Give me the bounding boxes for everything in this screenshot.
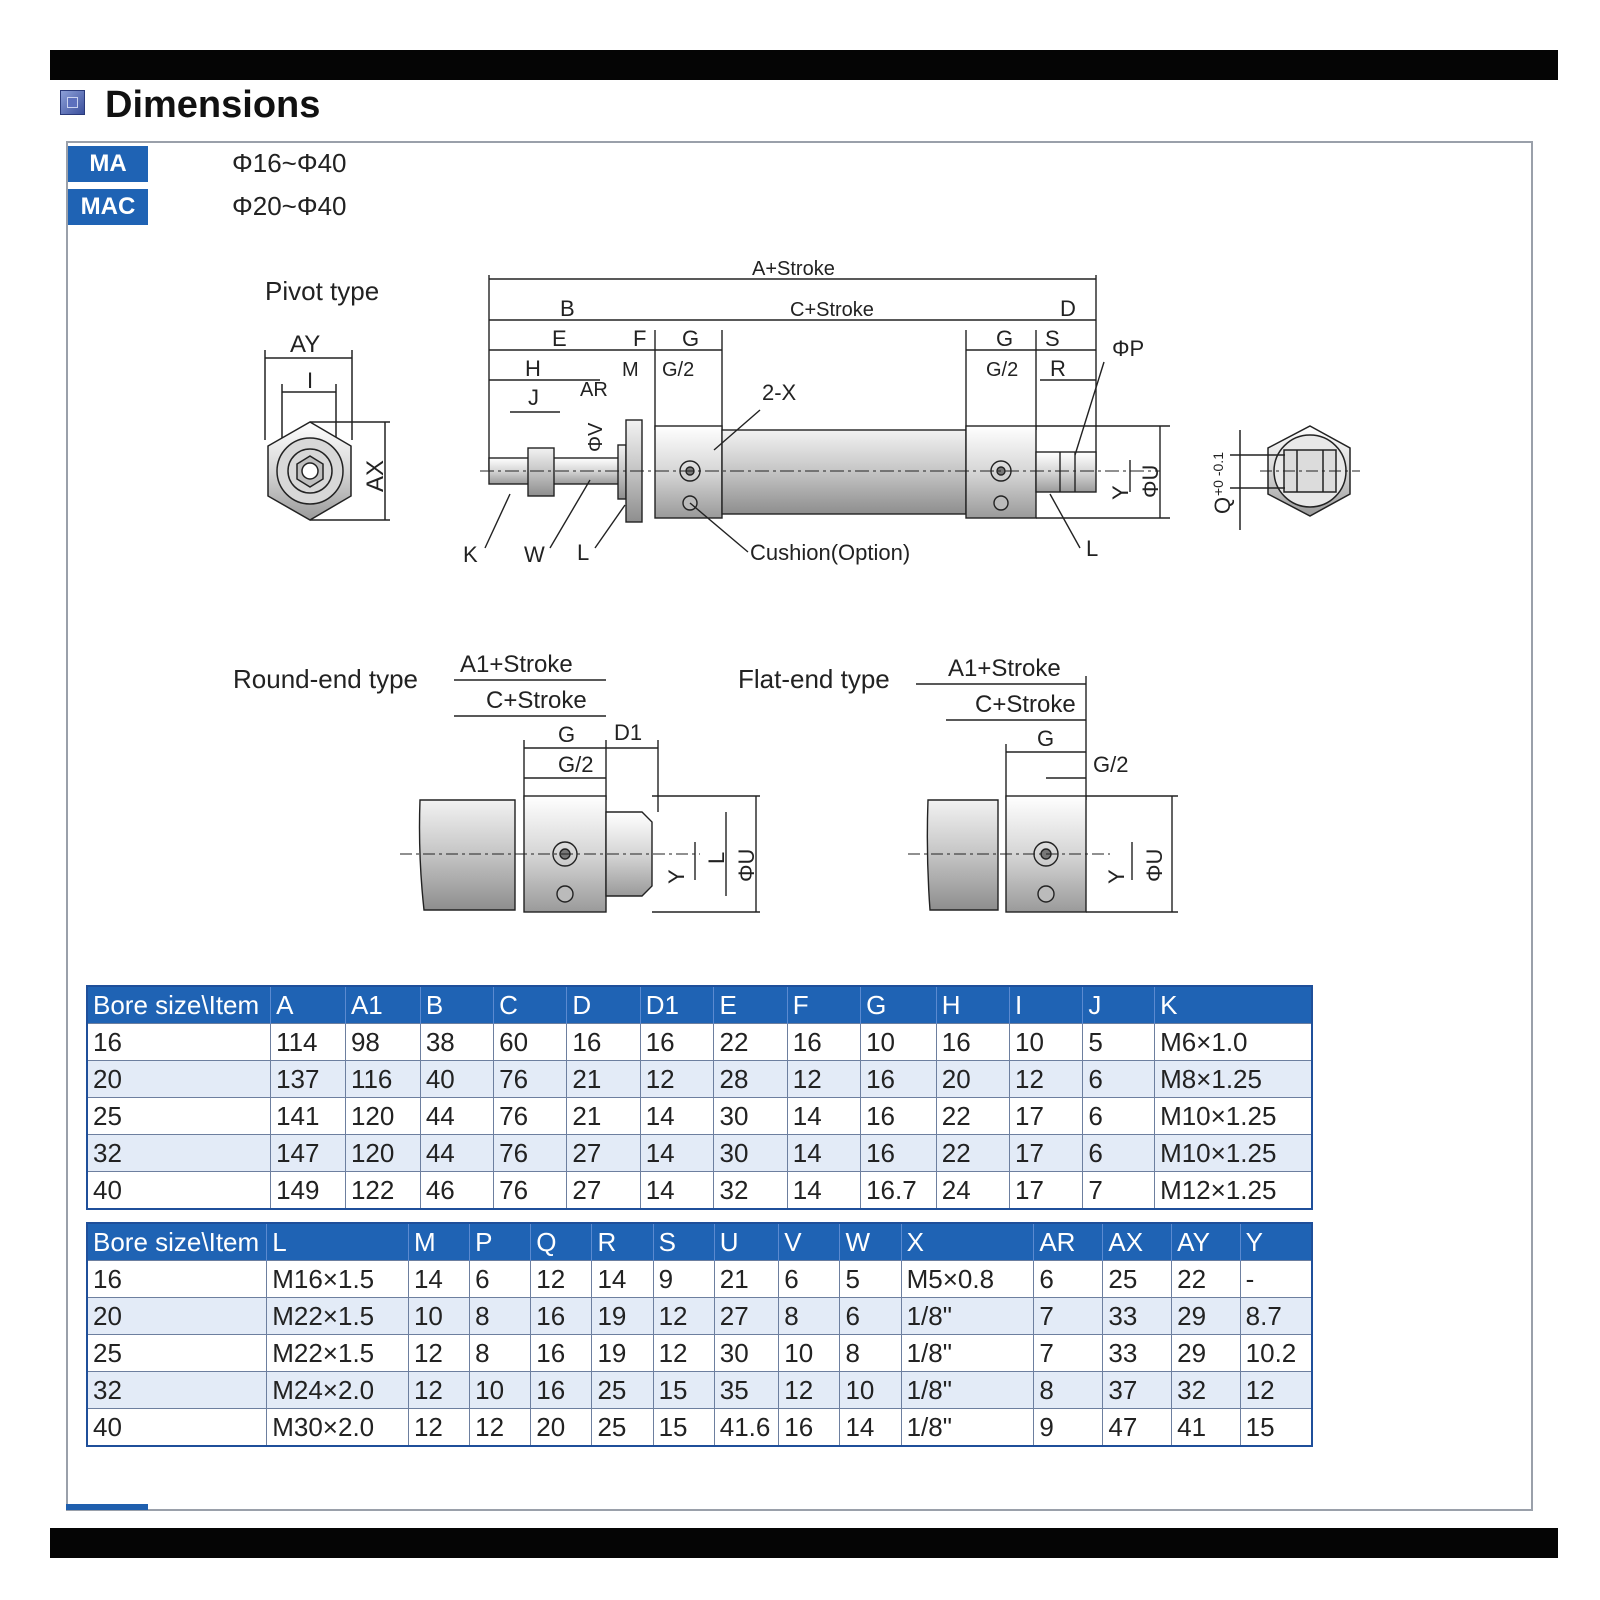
pivot-type-view (265, 276, 390, 520)
table-cell: 22 (714, 1024, 787, 1061)
label-e: E (552, 326, 567, 351)
page-title: Dimensions (105, 84, 321, 126)
table-cell: 12 (779, 1372, 840, 1409)
table-row (87, 1298, 1312, 1335)
label-q: Q (1210, 496, 1235, 514)
table-cell: M10×1.25 (1155, 1135, 1312, 1172)
table-row (87, 1372, 1312, 1409)
table-cell: 40 (420, 1061, 493, 1098)
frame-accent-line (66, 1504, 148, 1510)
table-cell: 12 (531, 1261, 592, 1298)
table-cell: 76 (494, 1172, 567, 1210)
label-w: W (524, 542, 545, 567)
label-ar: AR (580, 379, 608, 401)
label-b: B (560, 296, 575, 321)
label-u-main: ΦU (1138, 464, 1163, 498)
label-s: S (1045, 326, 1060, 351)
table-header-cell: D (567, 986, 640, 1024)
table-header-cell: Q (531, 1223, 592, 1261)
table-cell: 5 (1083, 1024, 1155, 1061)
table-header-cell: AX (1103, 1223, 1172, 1261)
table-cell: 120 (345, 1098, 420, 1135)
table-cell: 6 (1083, 1061, 1155, 1098)
label-q-tolerance: +0 -0.1 (1210, 452, 1226, 496)
table-header-cell: A1 (345, 986, 420, 1024)
table-cell: 32 (1172, 1372, 1241, 1409)
table-header-row (87, 1223, 1312, 1261)
table-row (87, 1172, 1312, 1210)
table-cell: 47 (1103, 1409, 1172, 1447)
table-cell: 10 (861, 1024, 937, 1061)
table-cell: 19 (592, 1335, 653, 1372)
table-cell: 32 (87, 1372, 267, 1409)
table-cell: 98 (345, 1024, 420, 1061)
table-cell: 16 (531, 1372, 592, 1409)
table-header-cell: B (420, 986, 493, 1024)
table-cell: 27 (567, 1135, 640, 1172)
table-cell: M10×1.25 (1155, 1098, 1312, 1135)
label-p: ΦP (1112, 336, 1145, 361)
table-cell: 7 (1083, 1172, 1155, 1210)
table-cell: 46 (420, 1172, 493, 1210)
table-cell: 21 (567, 1061, 640, 1098)
table-cell: 30 (714, 1335, 779, 1372)
table-cell: 21 (567, 1098, 640, 1135)
table-cell: M30×2.0 (267, 1409, 409, 1447)
label-h: H (525, 356, 541, 381)
table-cell: 8 (470, 1298, 531, 1335)
table-header-cell: K (1155, 986, 1312, 1024)
table-cell: 32 (87, 1135, 271, 1172)
table-cell: 12 (653, 1335, 714, 1372)
label-a1-stroke-round: A1+Stroke (460, 651, 573, 678)
table-header-cell: P (470, 1223, 531, 1261)
table-cell: 25 (87, 1098, 271, 1135)
series-tag-ma: MA (68, 146, 148, 182)
table-cell: 15 (653, 1409, 714, 1447)
table-cell: 29 (1172, 1298, 1241, 1335)
table-cell: 10 (840, 1372, 901, 1409)
table-cell: 10.2 (1240, 1335, 1312, 1372)
table-cell: 14 (640, 1135, 714, 1172)
table-header-cell: H (936, 986, 1009, 1024)
label-g2-round: G/2 (558, 752, 594, 777)
table-header-cell: Bore size\Item (87, 1223, 267, 1261)
label-g2-rear: G/2 (986, 359, 1019, 381)
table-cell: 12 (1010, 1061, 1083, 1098)
table-cell: 122 (345, 1172, 420, 1210)
table-cell: 7 (1034, 1298, 1103, 1335)
table-cell: 16 (861, 1135, 937, 1172)
flat-end-type-view (738, 655, 1178, 912)
table-cell: 40 (87, 1409, 267, 1447)
table-cell: 41 (1172, 1409, 1241, 1447)
table-cell: M8×1.25 (1155, 1061, 1312, 1098)
table-cell: 8 (779, 1298, 840, 1335)
table-cell: 14 (787, 1135, 860, 1172)
table-row (87, 1135, 1312, 1172)
table-cell: 10 (1010, 1024, 1083, 1061)
label-round-end-type: Round-end type (233, 664, 419, 694)
label-a-stroke: A+Stroke (752, 258, 835, 280)
table-cell: 44 (420, 1098, 493, 1135)
table-row (87, 1024, 1312, 1061)
table-header-cell: G (861, 986, 937, 1024)
table-cell: 20 (87, 1061, 271, 1098)
table-cell: 14 (592, 1261, 653, 1298)
table-cell: 1/8" (901, 1372, 1034, 1409)
table-cell: 40 (87, 1172, 271, 1210)
label-g2-front: G/2 (662, 359, 695, 381)
table-cell: 27 (567, 1172, 640, 1210)
table-cell: 16 (87, 1261, 267, 1298)
table-cell: 44 (420, 1135, 493, 1172)
table-cell: 1/8" (901, 1298, 1034, 1335)
table-cell: 22 (936, 1098, 1009, 1135)
label-l-round: L (704, 851, 729, 864)
table-cell: 12 (408, 1372, 469, 1409)
table-cell: 8 (840, 1335, 901, 1372)
label-g-flat: G (1037, 726, 1055, 751)
table-cell: 14 (640, 1098, 714, 1135)
label-pivot-type: Pivot type (265, 276, 380, 306)
table-cell: 30 (714, 1098, 787, 1135)
table-header-cell: S (653, 1223, 714, 1261)
label-2x: 2-X (762, 380, 797, 405)
label-k: K (463, 542, 478, 567)
label-ax: AX (362, 459, 389, 492)
table-cell: 137 (271, 1061, 346, 1098)
table-cell: 38 (420, 1024, 493, 1061)
cylinder-side-view (463, 258, 1170, 567)
table-cell: M6×1.0 (1155, 1024, 1312, 1061)
dimensions-table-2 (86, 1222, 1313, 1447)
table-header-cell: F (787, 986, 860, 1024)
table-cell: 10 (779, 1335, 840, 1372)
series-range-ma: Φ16~Φ40 (232, 148, 347, 178)
table-cell: 7 (1034, 1335, 1103, 1372)
table-cell: 120 (345, 1135, 420, 1172)
table-cell: 35 (714, 1372, 779, 1409)
table-cell: 20 (87, 1298, 267, 1335)
label-f: F (633, 326, 647, 351)
label-g-front: G (682, 326, 700, 351)
table-cell: 10 (408, 1298, 469, 1335)
table-row (87, 1098, 1312, 1135)
table-header-cell: A (271, 986, 346, 1024)
table-cell: 9 (1034, 1409, 1103, 1447)
table-cell: 41.6 (714, 1409, 779, 1447)
table-cell: 12 (787, 1061, 860, 1098)
label-g-rear: G (996, 326, 1014, 351)
table-cell: M22×1.5 (267, 1335, 409, 1372)
label-g-round: G (558, 722, 576, 747)
table-header-cell: J (1083, 986, 1155, 1024)
label-u-round: ΦU (734, 848, 759, 882)
round-end-type-view (233, 651, 760, 912)
table-cell: 33 (1103, 1335, 1172, 1372)
label-v: ΦV (585, 422, 607, 452)
table-cell: 147 (271, 1135, 346, 1172)
table-cell: M22×1.5 (267, 1298, 409, 1335)
table-cell: 8 (470, 1335, 531, 1372)
table-cell: 6 (779, 1261, 840, 1298)
table-cell: 29 (1172, 1335, 1241, 1372)
label-i: I (307, 368, 314, 393)
table-cell: 25 (592, 1409, 653, 1447)
table-cell: 37 (1103, 1372, 1172, 1409)
label-l-rear: L (1086, 536, 1099, 561)
table-cell: 16 (936, 1024, 1009, 1061)
table-header-row (87, 986, 1312, 1024)
table-cell: 19 (592, 1298, 653, 1335)
table-cell: M12×1.25 (1155, 1172, 1312, 1210)
table-cell: 25 (592, 1372, 653, 1409)
label-d1-round: D1 (614, 720, 643, 745)
table-header-cell: Y (1240, 1223, 1312, 1261)
table-cell: 16 (531, 1298, 592, 1335)
label-ay: AY (290, 331, 321, 358)
table-row (87, 1335, 1312, 1372)
table-cell: 6 (1034, 1261, 1103, 1298)
table-cell: 16 (87, 1024, 271, 1061)
label-cushion: Cushion(Option) (750, 540, 911, 565)
table-cell: 12 (408, 1335, 469, 1372)
table-cell: 25 (87, 1335, 267, 1372)
table-cell: 32 (714, 1172, 787, 1210)
table-cell: - (1240, 1261, 1312, 1298)
label-g2-flat: G/2 (1093, 752, 1129, 777)
table-cell: 16 (640, 1024, 714, 1061)
label-y-main: Y (1108, 485, 1133, 500)
table-header-cell: I (1010, 986, 1083, 1024)
table-header-cell: C (494, 986, 567, 1024)
label-j: J (528, 385, 539, 410)
table-cell: 16 (787, 1024, 860, 1061)
label-c-stroke: C+Stroke (790, 299, 874, 321)
table-cell: 9 (653, 1261, 714, 1298)
table-row (87, 1261, 1312, 1298)
table-header-cell: E (714, 986, 787, 1024)
table-cell: 33 (1103, 1298, 1172, 1335)
label-a1-stroke-flat: A1+Stroke (948, 655, 1061, 682)
table-cell: 8 (1034, 1372, 1103, 1409)
table-cell: 16 (861, 1098, 937, 1135)
table-cell: 14 (640, 1172, 714, 1210)
table-header-cell: R (592, 1223, 653, 1261)
table-cell: 16 (861, 1061, 937, 1098)
table-cell: 28 (714, 1061, 787, 1098)
table-cell: 20 (531, 1409, 592, 1447)
table-cell: 1/8" (901, 1409, 1034, 1447)
dimensions-table-1 (86, 985, 1313, 1210)
table-cell: 14 (787, 1098, 860, 1135)
label-y-flat: Y (1104, 869, 1129, 884)
bottom-border-bar (50, 1528, 1558, 1558)
table-cell: 12 (640, 1061, 714, 1098)
table-cell: 16 (779, 1409, 840, 1447)
table-header-cell: X (901, 1223, 1034, 1261)
table-cell: 22 (936, 1135, 1009, 1172)
table-cell: 30 (714, 1135, 787, 1172)
table-cell: 16 (531, 1335, 592, 1372)
table-cell: 76 (494, 1061, 567, 1098)
table-cell: 12 (1240, 1372, 1312, 1409)
table-cell: 17 (1010, 1172, 1083, 1210)
table-cell: 17 (1010, 1098, 1083, 1135)
table-header-cell: D1 (640, 986, 714, 1024)
label-d: D (1060, 296, 1076, 321)
table-cell: 76 (494, 1098, 567, 1135)
table-cell: M5×0.8 (901, 1261, 1034, 1298)
table-cell: 76 (494, 1135, 567, 1172)
table-cell: 14 (840, 1409, 901, 1447)
table-cell: 15 (653, 1372, 714, 1409)
table-cell: M24×2.0 (267, 1372, 409, 1409)
table-cell: 60 (494, 1024, 567, 1061)
label-l-front: L (577, 540, 590, 565)
table-cell: 16 (567, 1024, 640, 1061)
label-u-flat: ΦU (1142, 848, 1167, 882)
table-cell: 114 (271, 1024, 346, 1061)
table-cell: 21 (714, 1261, 779, 1298)
table-header-cell: AY (1172, 1223, 1241, 1261)
table-cell: 15 (1240, 1409, 1312, 1447)
table-cell: 25 (1103, 1261, 1172, 1298)
label-c-stroke-flat: C+Stroke (975, 691, 1076, 718)
table-cell: 141 (271, 1098, 346, 1135)
table-row (87, 1409, 1312, 1447)
table-header-cell: V (779, 1223, 840, 1261)
table-cell: 6 (1083, 1135, 1155, 1172)
table-cell: 12 (408, 1409, 469, 1447)
table-header-cell: Bore size\Item (87, 986, 271, 1024)
table-cell: 14 (787, 1172, 860, 1210)
label-y-round: Y (664, 869, 689, 884)
table-cell: 6 (840, 1298, 901, 1335)
table-cell: 14 (408, 1261, 469, 1298)
table-cell: 20 (936, 1061, 1009, 1098)
label-r: R (1050, 356, 1066, 381)
series-range-mac: Φ20~Φ40 (232, 191, 347, 221)
table-cell: 6 (1083, 1098, 1155, 1135)
rod-end-view (1210, 426, 1360, 530)
label-flat-end-type: Flat-end type (738, 664, 890, 694)
table-cell: 17 (1010, 1135, 1083, 1172)
table-cell: 22 (1172, 1261, 1241, 1298)
table-cell: 12 (470, 1409, 531, 1447)
label-m: M (622, 359, 639, 381)
table-header-cell: AR (1034, 1223, 1103, 1261)
table-cell: 12 (653, 1298, 714, 1335)
table-header-cell: M (408, 1223, 469, 1261)
table-row (87, 1061, 1312, 1098)
table-header-cell: L (267, 1223, 409, 1261)
table-cell: 16.7 (861, 1172, 937, 1210)
table-header-cell: W (840, 1223, 901, 1261)
table-cell: 116 (345, 1061, 420, 1098)
table-cell: 24 (936, 1172, 1009, 1210)
table-cell: 149 (271, 1172, 346, 1210)
series-tag-mac: MAC (68, 189, 148, 225)
table-cell: 5 (840, 1261, 901, 1298)
table-cell: 10 (470, 1372, 531, 1409)
table-header-cell: U (714, 1223, 779, 1261)
label-c-stroke-round: C+Stroke (486, 687, 587, 714)
table-cell: M16×1.5 (267, 1261, 409, 1298)
table-cell: 1/8" (901, 1335, 1034, 1372)
table-cell: 6 (470, 1261, 531, 1298)
table-cell: 8.7 (1240, 1298, 1312, 1335)
table-cell: 27 (714, 1298, 779, 1335)
